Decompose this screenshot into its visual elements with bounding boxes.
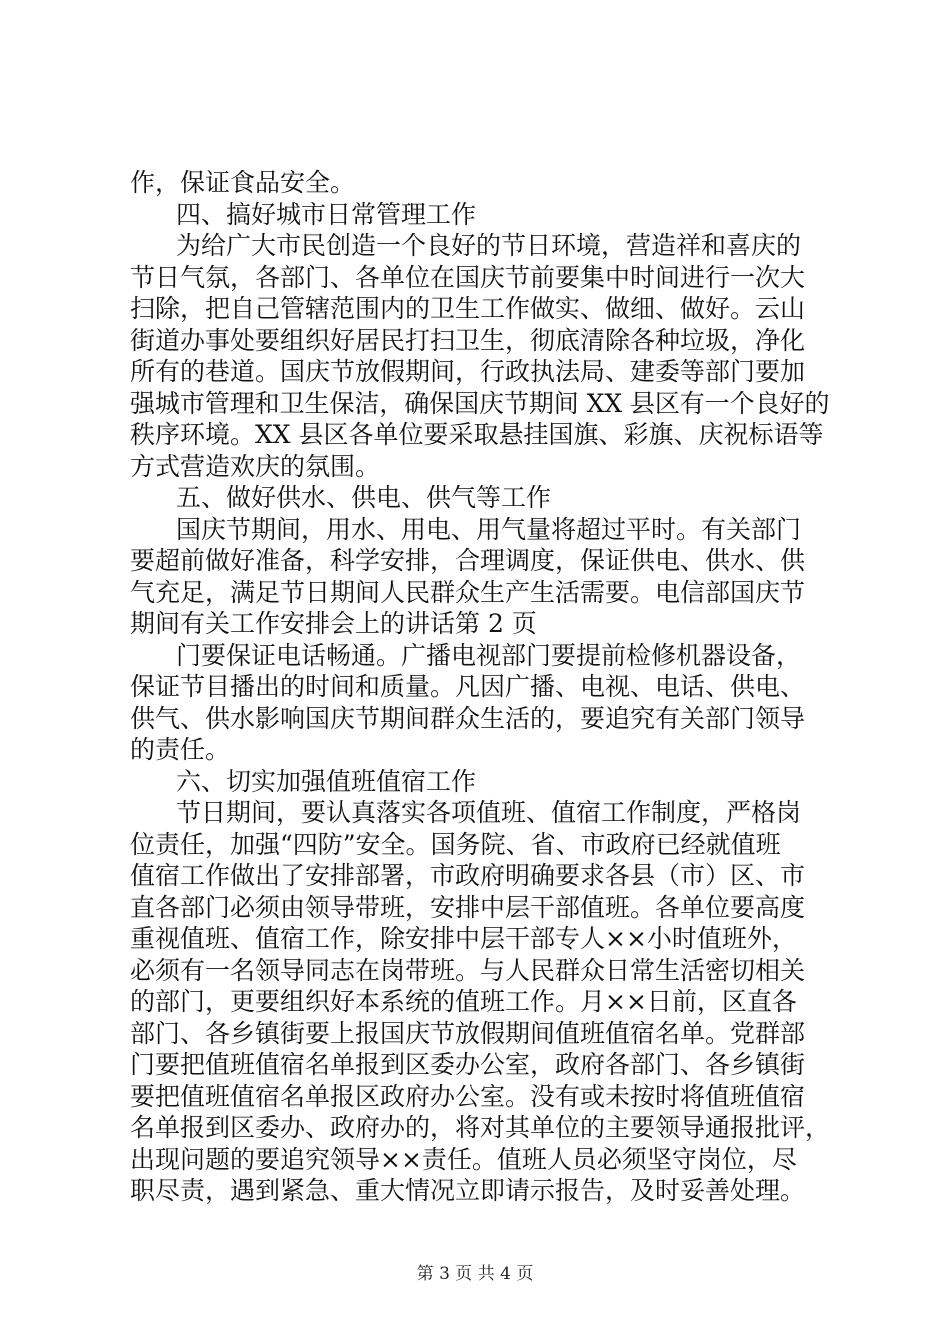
text-line: 气充足，满足节日期间人民群众生产生活需要。电信部国庆节 <box>130 577 806 607</box>
text-line: 值宿工作做出了安排部署，市政府明确要求各县（市）区、市 <box>130 861 806 890</box>
text-line: 节日气氛，各部门、各单位在国庆节前要集中时间进行一次大 <box>130 262 806 292</box>
text-line: 部门、各乡镇街要上报国庆节放假期间值班值宿名单。党群部 <box>130 1018 806 1048</box>
text-line: 国庆节期间，用水、用电、用气量将超过平时。有关部门 <box>176 514 802 544</box>
text-line: 的责任。 <box>130 735 231 764</box>
text-line: 的部门，更要组织好本系统的值班工作。月××日前，区直各 <box>130 987 797 1016</box>
text-line: 节日期间，要认真落实各项值班、值宿工作制度，严格岗 <box>176 798 802 827</box>
document-body <box>130 167 830 1207</box>
text-line: 出现问题的要追究领导××责任。值班人员必须坚守岗位，尽 <box>130 1144 797 1174</box>
text-line: 直各部门必须由领导带班，安排中层干部值班。各单位要高度 <box>130 892 806 922</box>
text-line: 为给广大市民创造一个良好的节日环境，营造祥和喜庆的 <box>176 231 802 260</box>
text-line: 街道办事处要组织好居民打扫卫生，彻底清除各种垃圾，净化 <box>130 325 806 355</box>
text-line: 名单报到区委办、政府办的，将对其单位的主要领导通报批评， <box>130 1113 831 1142</box>
text-line: 门要把值班值宿名单报到区委办公室，政府各部门、各乡镇街 <box>130 1050 806 1079</box>
text-line: 期间有关工作安排会上的讲话第 2 页 <box>130 609 537 638</box>
text-line: 保证节目播出的时间和质量。凡因广播、电视、电话、供电、 <box>130 672 806 701</box>
text-line: 位责任，加强“四防”安全。国务院、省、市政府已经就值班 <box>130 829 781 859</box>
text-line: 职尽责，遇到紧急、重大情况立即请示报告，及时妥善处理。 <box>130 1176 806 1205</box>
text-line: 要把值班值宿名单报区政府办公室。没有或未按时将值班值宿 <box>130 1081 806 1111</box>
text-line: 秩序环境。XX 县区各单位要采取悬挂国旗、彩旗、庆祝标语等 <box>130 420 824 449</box>
page-footer: 第 3 页 共 4 页 <box>416 1264 534 1284</box>
text-line: 作，保证食品安全。 <box>130 168 356 197</box>
text-line: 所有的巷道。国庆节放假期间，行政执法局、建委等部门要加 <box>130 357 806 386</box>
text-line: 门要保证电话畅通。广播电视部门要提前检修机器设备， <box>176 640 802 670</box>
text-line: 必须有一名领导同志在岗带班。与人民群众日常生活密切相关 <box>130 955 806 985</box>
text-line: 四、搞好城市日常管理工作 <box>176 199 477 229</box>
text-line: 强城市管理和卫生保洁，确保国庆节期间 XX 县区有一个良好的 <box>130 388 830 418</box>
text-line: 六、切实加强值班值宿工作 <box>176 766 477 796</box>
text-line: 要超前做好准备，科学安排，合理调度，保证供电、供水、供 <box>130 546 806 575</box>
text-line: 供气、供水影响国庆节期间群众生活的，要追究有关部门领导 <box>130 703 806 733</box>
text-line: 五、做好供水、供电、供气等工作 <box>176 483 552 512</box>
text-line: 扫除，把自己管辖范围内的卫生工作做实、做细、做好。云山 <box>130 294 806 323</box>
text-line: 方式营造欢庆的氛围。 <box>130 451 381 481</box>
text-line: 重视值班、值宿工作，除安排中层干部专人××小时值班外， <box>130 924 797 953</box>
